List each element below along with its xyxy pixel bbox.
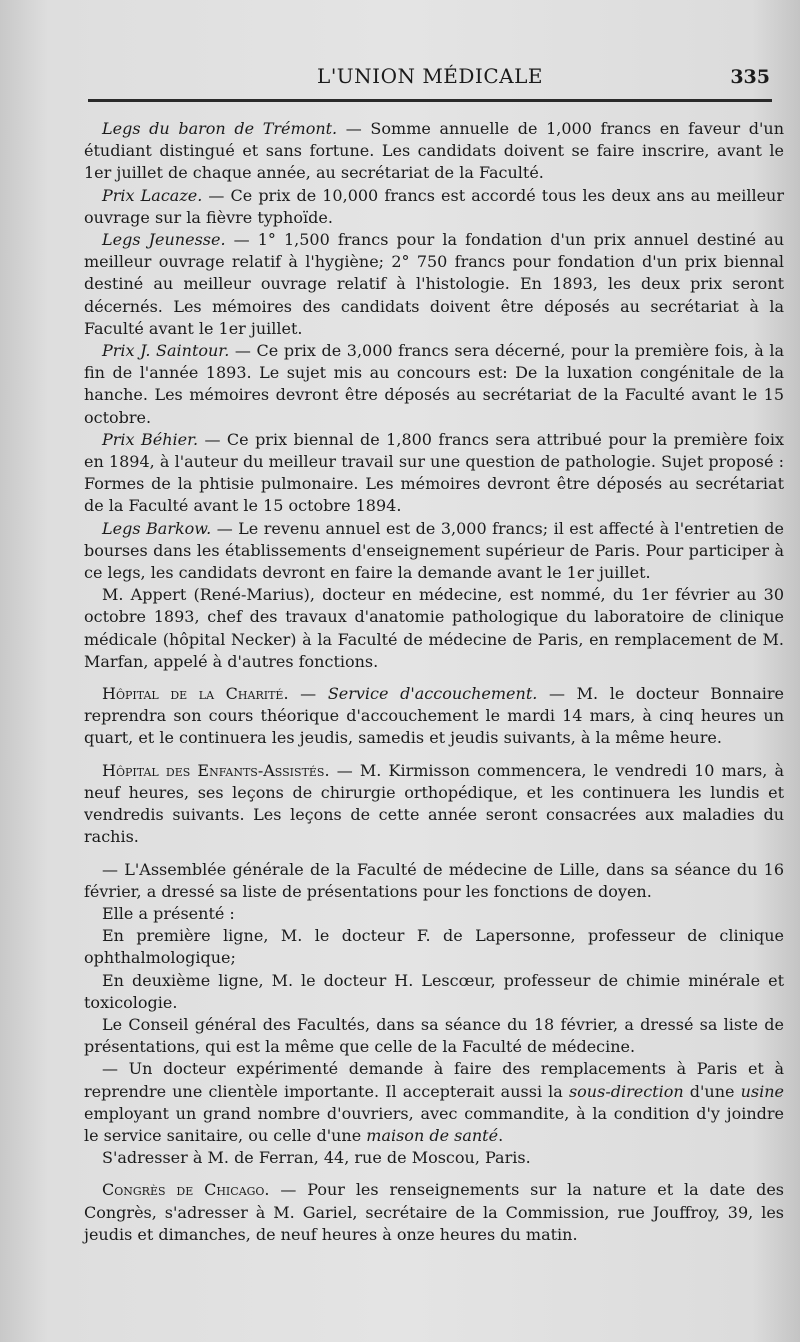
paragraph-lead: Legs Barkow. <box>102 518 212 538</box>
paragraph-prix-behier <box>84 429 784 518</box>
paragraph-text: Le Conseil général des Facultés, dans sa séance du 18 février, a dressé sa liste de présentations, qui est la même que celle de la Faculté de médecine. <box>84 1014 784 1057</box>
paragraph-emphasis: maison de santé <box>366 1125 499 1145</box>
paragraph-text: — Ce prix biennal de 1,800 francs sera attribué pour la première foix en 1894, à l'auteur du meilleur travail sur une question de pathologie. Sujet proposé : Formes de la phtisie pulmonaire. Les mémoires devront être déposés au secrétariat de la Faculté avant le 15 octobre 1894. <box>84 429 785 516</box>
paragraph-text: En deuxième ligne, M. le docteur H. Lescœur, professeur de chimie minérale et toxicologie. <box>84 970 784 1012</box>
paragraph-lead: Legs du baron de Trémont. <box>102 119 338 138</box>
paragraph-text: — Un docteur expérimenté demande à faire des remplacements à Paris et à reprendre une clientèle importante. Il accepterait aussi la <box>84 1059 784 1101</box>
paragraph-prix-lacaze <box>84 185 784 229</box>
paragraph-enfants-assistes <box>84 760 784 849</box>
paragraph-hopital-charite: Hôpital de la Charité. — Service d'accouchement. — M. le docteur Bonnaire reprendra son cours théorique d'accouchement le mardi 14 mars, à cinq heures un quart, et le continuera les jeudis, samedis et jeudis suivants, à la même heure. <box>84 684 785 748</box>
paragraph-conseil-general <box>84 1014 784 1058</box>
paragraph-text: M. le docteur Bonnaire reprendra son cours théorique d'accouchement le mardi 14 mars, à cinq heures un quart, et le continuera les jeudis, samedis et jeudis suivants, à la même heure. <box>84 684 785 748</box>
paragraph-text: — M. Kirmisson commencera, le vendredi 10 mars, à neuf heures, ses leçons de chirurgie orthopédique, et les continuera les lundis et vendredis suivants. Les leçons de cette année seront consacrées aux maladies du rachis. <box>84 760 784 847</box>
paragraph-text: — Ce prix de 10,000 francs est accordé tous les deux ans au meilleur ouvrage sur la fièvre typhoïde. <box>84 185 785 227</box>
paragraph-lead: Hôpital de la Charité. <box>102 684 289 704</box>
paragraph-text: — 1° 1,500 francs pour la fondation d'un prix annuel destiné au meilleur ouvrage relatif à l'hygiène; 2° 750 francs pour fondation d'un prix biennal destiné au meilleur ouvrage relatif à l'histologie. En 1893, les deux prix seront décernés. Les mémoires des candidats doivent être déposés au secrétariat à la Faculté avant le 1er juillet. <box>84 230 784 338</box>
paragraph-text: . <box>498 1125 504 1145</box>
paragraph-prix-saintour <box>84 340 784 429</box>
paragraph-lead: Hôpital des Enfants-Assistés. <box>102 760 330 780</box>
paragraph-docteur-annonce <box>84 1058 784 1147</box>
paragraph-deuxieme-ligne <box>84 970 784 1014</box>
paragraph-adresse <box>84 1147 784 1169</box>
journal-title: L'UNION MÉDICALE <box>317 64 543 88</box>
header-rule <box>88 99 772 102</box>
paragraph-text: Elle a présenté : <box>102 903 235 923</box>
page-number: 335 <box>730 66 770 88</box>
paragraph-lead: Prix J. Saintour. <box>102 341 230 361</box>
article-body <box>84 118 784 1246</box>
paragraph-text: — Pour les renseignements sur la nature et la date des Congrès, s'adresser à M. Gariel, secrétaire de la Commission, rue Jouffroy, 39, les jeudis et dimanches, de neuf heures à onze heures du matin. <box>84 1180 784 1244</box>
paragraph-text: S'adresser à M. de Ferran, 44, rue de Moscou, Paris. <box>102 1148 531 1168</box>
paragraph-text: En première ligne, M. le docteur F. de Lapersonne, professeur de clinique ophthalmologique; <box>84 926 784 968</box>
paragraph-subtitle: Service d'accouchement. <box>327 684 538 704</box>
paragraph-text: d'une <box>683 1081 741 1101</box>
paragraph-presentations <box>84 903 784 925</box>
paragraph-congres-chicago <box>84 1179 784 1246</box>
paragraph-text: — Ce prix de 3,000 francs sera décerné, pour la première fois, à la fin de l'année 1893. Le sujet mis au concours est: De la luxation congénitale de la hanche. Les mémoires devront être déposés au secrétariat de la Faculté avant le 15 octobre. <box>84 341 785 427</box>
paragraph-lead: Legs Jeunesse. <box>102 230 226 250</box>
paragraph-emphasis: sous-direction <box>568 1081 684 1101</box>
paragraph-text: — L'Assemblée générale de la Faculté de médecine de Lille, dans sa séance du 16 février, a dressé sa liste de présentations pour les fonctions de doyen. <box>84 859 784 901</box>
paragraph-appert <box>84 584 784 673</box>
paragraph-text: M. Appert (René-Marius), docteur en médecine, est nommé, du 1er février au 30 octobre 1893, chef des travaux d'anatomie pathologique du laboratoire de clinique médicale (hôpital Necker) à la Faculté de médecine de Paris, en remplacement de M. Marfan, appelé à d'autres fonctions. <box>84 585 784 671</box>
paragraph-text: — Le revenu annuel est de 3,000 francs; il est affecté à l'entretien de bourses dans les établissements d'enseignement supérieur de Paris. Pour participer à ce legs, les candidats devront en faire la demande avant le 1er juillet. <box>84 518 785 583</box>
paragraph-lille-assemblee <box>84 859 784 903</box>
paragraph-lead: Prix Lacaze. <box>102 185 203 205</box>
paragraph-text: — Somme annuelle de 1,000 francs en faveur d'un étudiant distingué et sans fortune. Les candidats doivent se faire inscrire, avant le 1er juillet de chaque année, au secrétariat de la Faculté. <box>84 119 784 183</box>
paragraph-legs-jeunesse <box>84 229 784 340</box>
paragraph-legs-barkow <box>84 518 784 585</box>
paragraph-lead: Prix Béhier. <box>102 429 199 449</box>
paragraph-emphasis: usine <box>740 1081 784 1101</box>
running-header <box>90 60 770 94</box>
paragraph-text: employant un grand nombre d'ouvriers, avec commandite, à la condition d'y joindre le service sanitaire, ou celle d'une <box>84 1103 784 1145</box>
paragraph-legs-tremont <box>84 118 784 185</box>
paragraph-lead: Congrès de Chicago. <box>102 1180 270 1200</box>
paragraph-premiere-ligne <box>84 925 784 969</box>
